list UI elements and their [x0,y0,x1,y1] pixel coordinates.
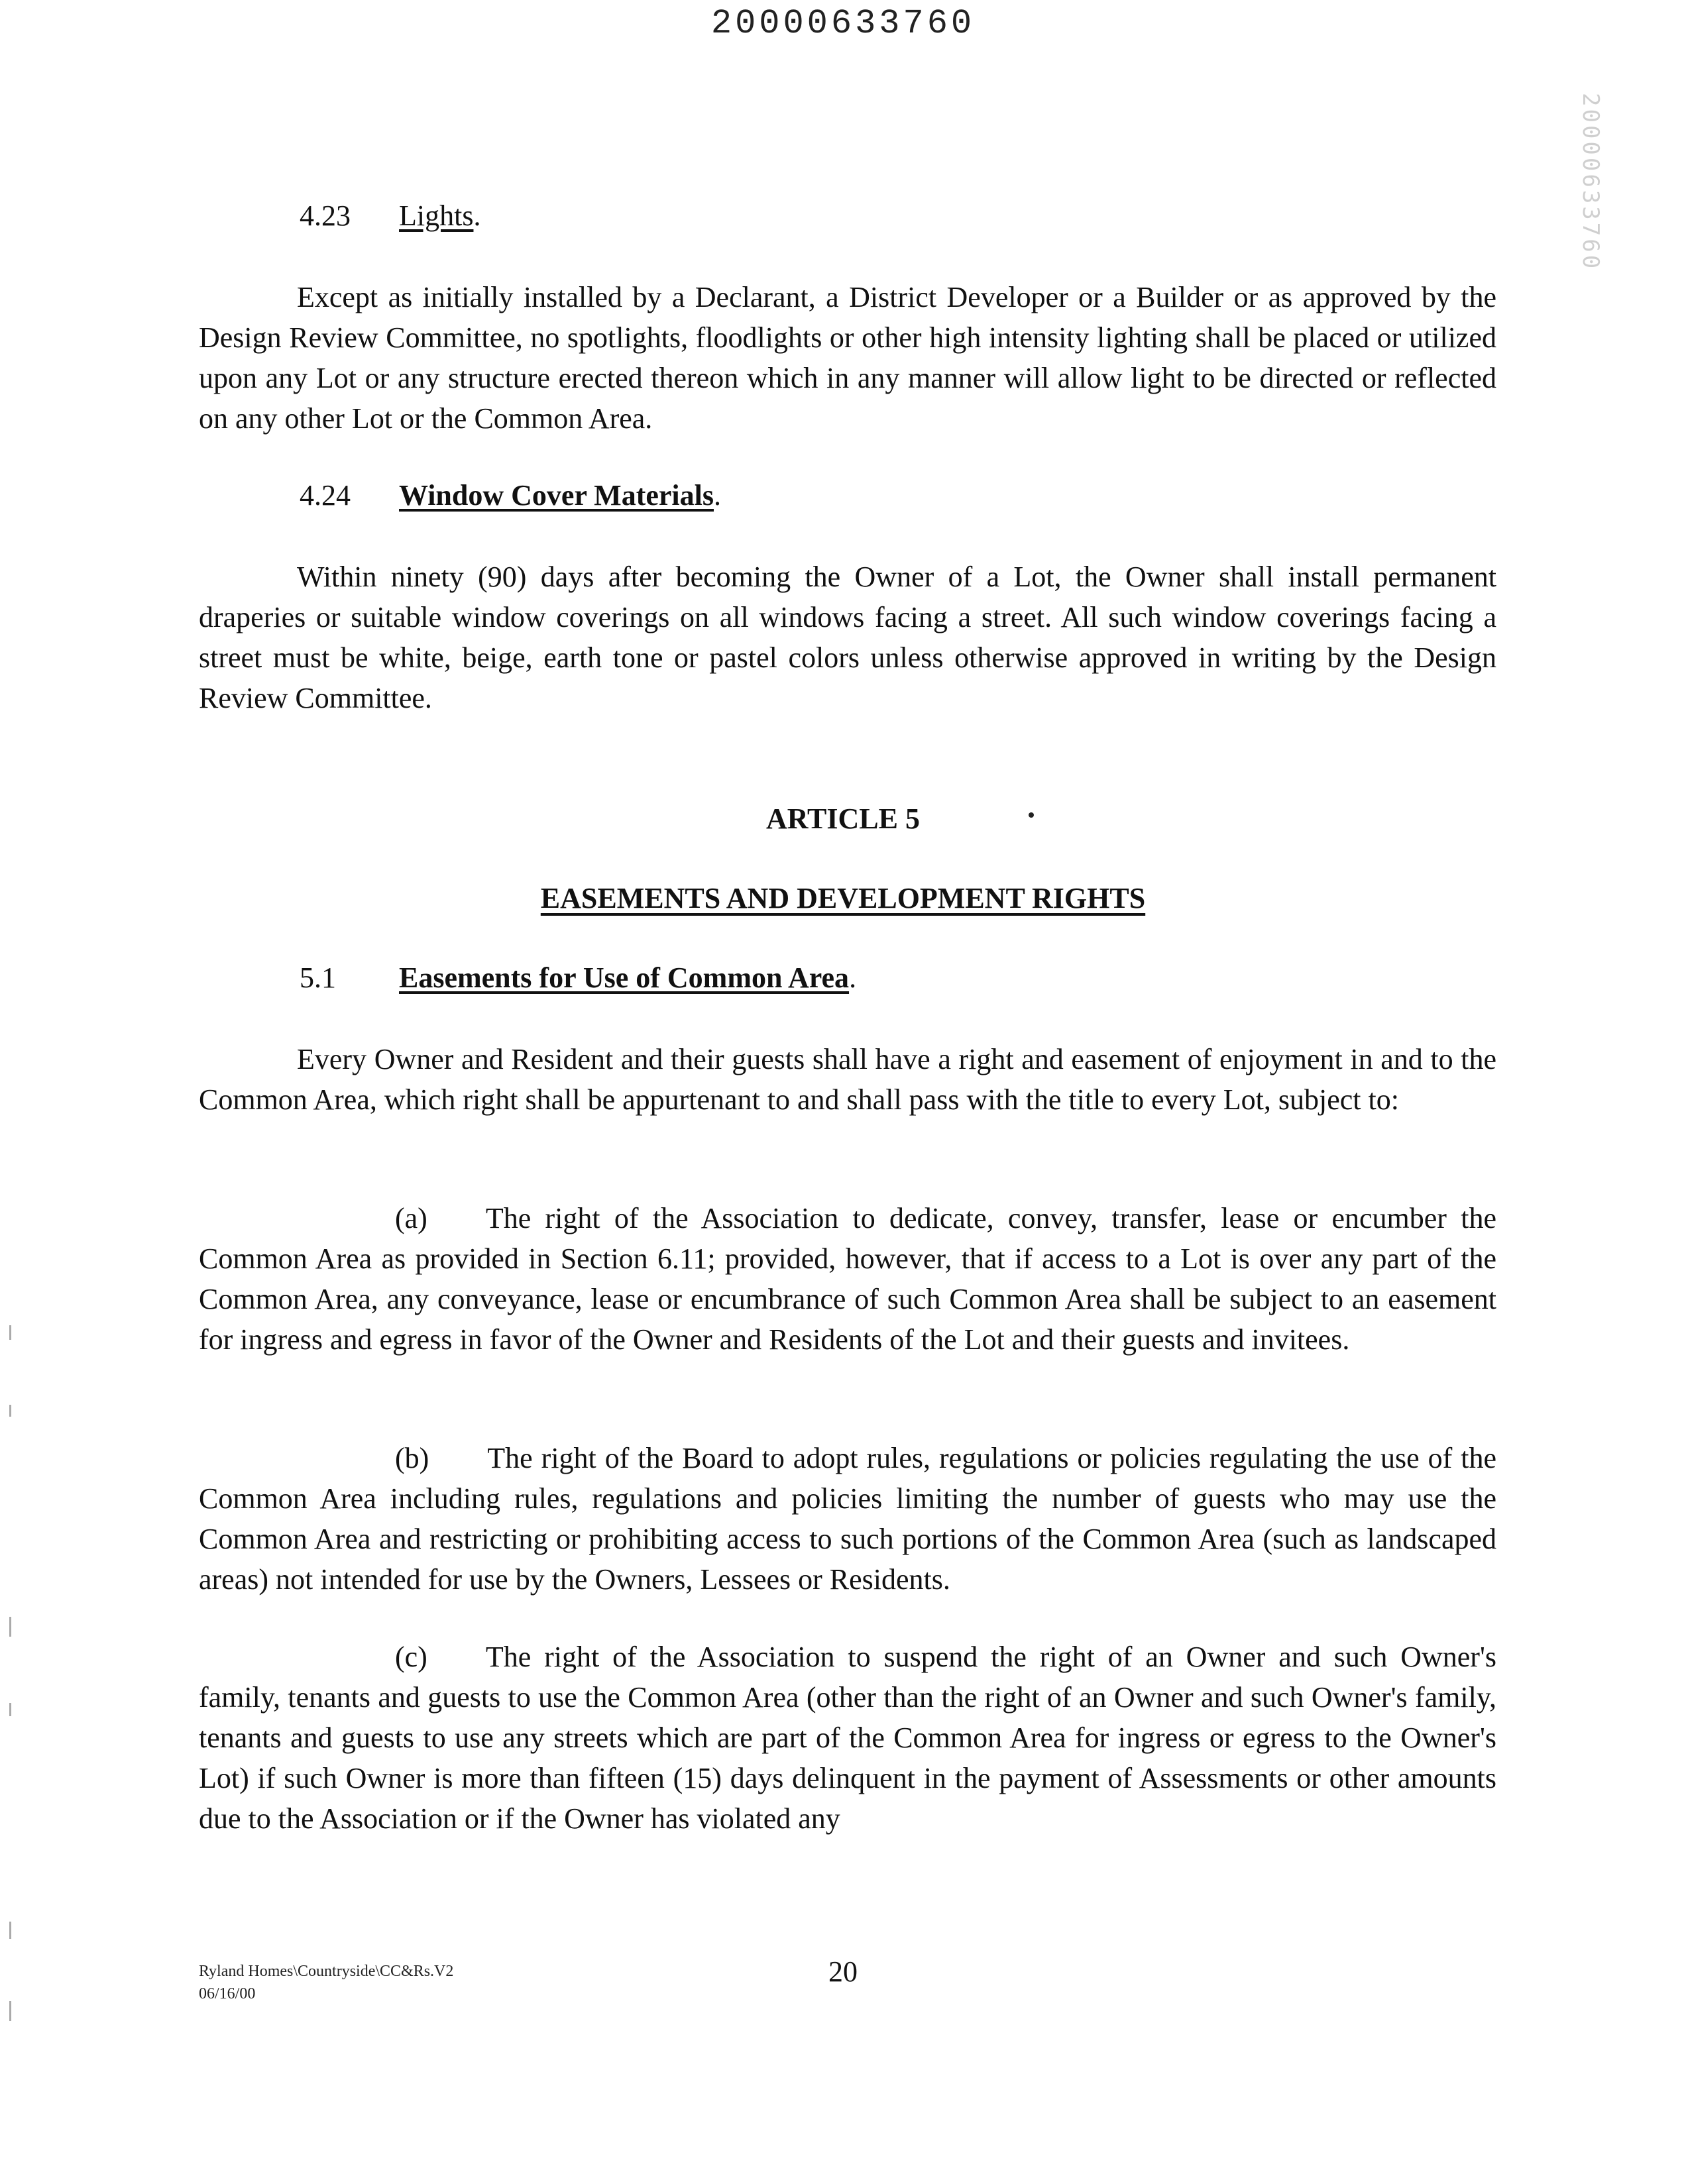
side-stamp: 20000633760 [1577,93,1604,272]
section-number: 5.1 [300,961,336,994]
scan-mark [9,1325,11,1340]
article-title: EASEMENTS AND DEVELOPMENT RIGHTS [540,882,1146,914]
section-title: Lights [399,199,474,232]
stray-dot [1029,812,1034,818]
scan-mark [9,1405,11,1417]
paragraph-item-a: (a) The right of the Association to dedicate, convey, transfer, lease or encumber the Common Area as provided in Section 6.11; provided, however, that if access to a Lot is over any part of the Common Area, any conveyance, lease or encumbrance of such Common Area shall be subject to an easement for ingress and egress in favor of the Owner and Residents of the Lot and their guests and invitees. [199,1202,1496,1356]
paragraph-window-cover: Within ninety (90) days after becoming the Owner of a Lot, the Owner shall install permanent draperies or suitable window coverings on all windows facing a street. All such window coverings facing a street must be white, beige, earth tone or pastel colors unless otherwise approved in writing by the Design Review Committee. [199,561,1496,714]
section-number: 4.23 [300,199,351,232]
scan-mark [9,1922,11,1939]
section-heading-4-23: 4.23 Lights. [300,199,481,232]
footer-date: 06/16/00 [199,1985,256,2002]
footer-file-path: Ryland Homes\Countryside\CC&Rs.V2 [199,1963,454,1980]
paragraph-lights: Except as initially installed by a Declarant, a District Developer or a Builder or as approved by the Design Review Committee, no spotlights, floodlights or other high intensity lighting shall be placed or utilized upon any Lot or any structure erected thereon which in any manner will allow light to be directed or reflected on any other Lot or the Common Area. [199,281,1496,435]
section-title: Easements for Use of Common Area [399,961,850,994]
section-heading-5-1: 5.1 Easements for Use of Common Area. [300,961,857,994]
paragraph-easement-intro: Every Owner and Resident and their guests shall have a right and easement of enjoyment in and to the Common Area, which right shall be appurtenant to and shall pass with the title to every Lot, subject to: [199,1043,1496,1116]
scan-mark [9,1703,11,1716]
scan-mark [9,2001,11,2021]
section-number: 4.24 [300,479,351,512]
document-number: 20000633760 [710,4,976,43]
section-heading-4-24: 4.24 Window Cover Materials. [300,479,721,512]
paragraph-item-b: (b) The right of the Board to adopt rules, regulations or policies regulating the use of the Common Area including rules, regulations and policies limiting the number of guests who may use the Common Area and restricting or prohibiting access to such portions of the Common Area (such as landscaped areas) not intended for use by the Owners, Lessees or Residents. [199,1442,1496,1596]
paragraph-item-c: (c) The right of the Association to suspend the right of an Owner and such Owner's family, tenants and guests to use the Common Area (other than the right of an Owner and such Owner's family, tenants and guests to use any streets which are part of the Common Area for ingress or egress to the Owner's Lot) if such Owner is more than fifteen (15) days delinquent in the payment of Assessments or other amounts due to the Association or if the Owner has violated any [199,1641,1496,1835]
section-title: Window Cover Materials [399,479,714,512]
page-number: 20 [828,1955,858,1988]
scan-mark [9,1617,11,1637]
article-label: ARTICLE 5 [766,802,920,835]
